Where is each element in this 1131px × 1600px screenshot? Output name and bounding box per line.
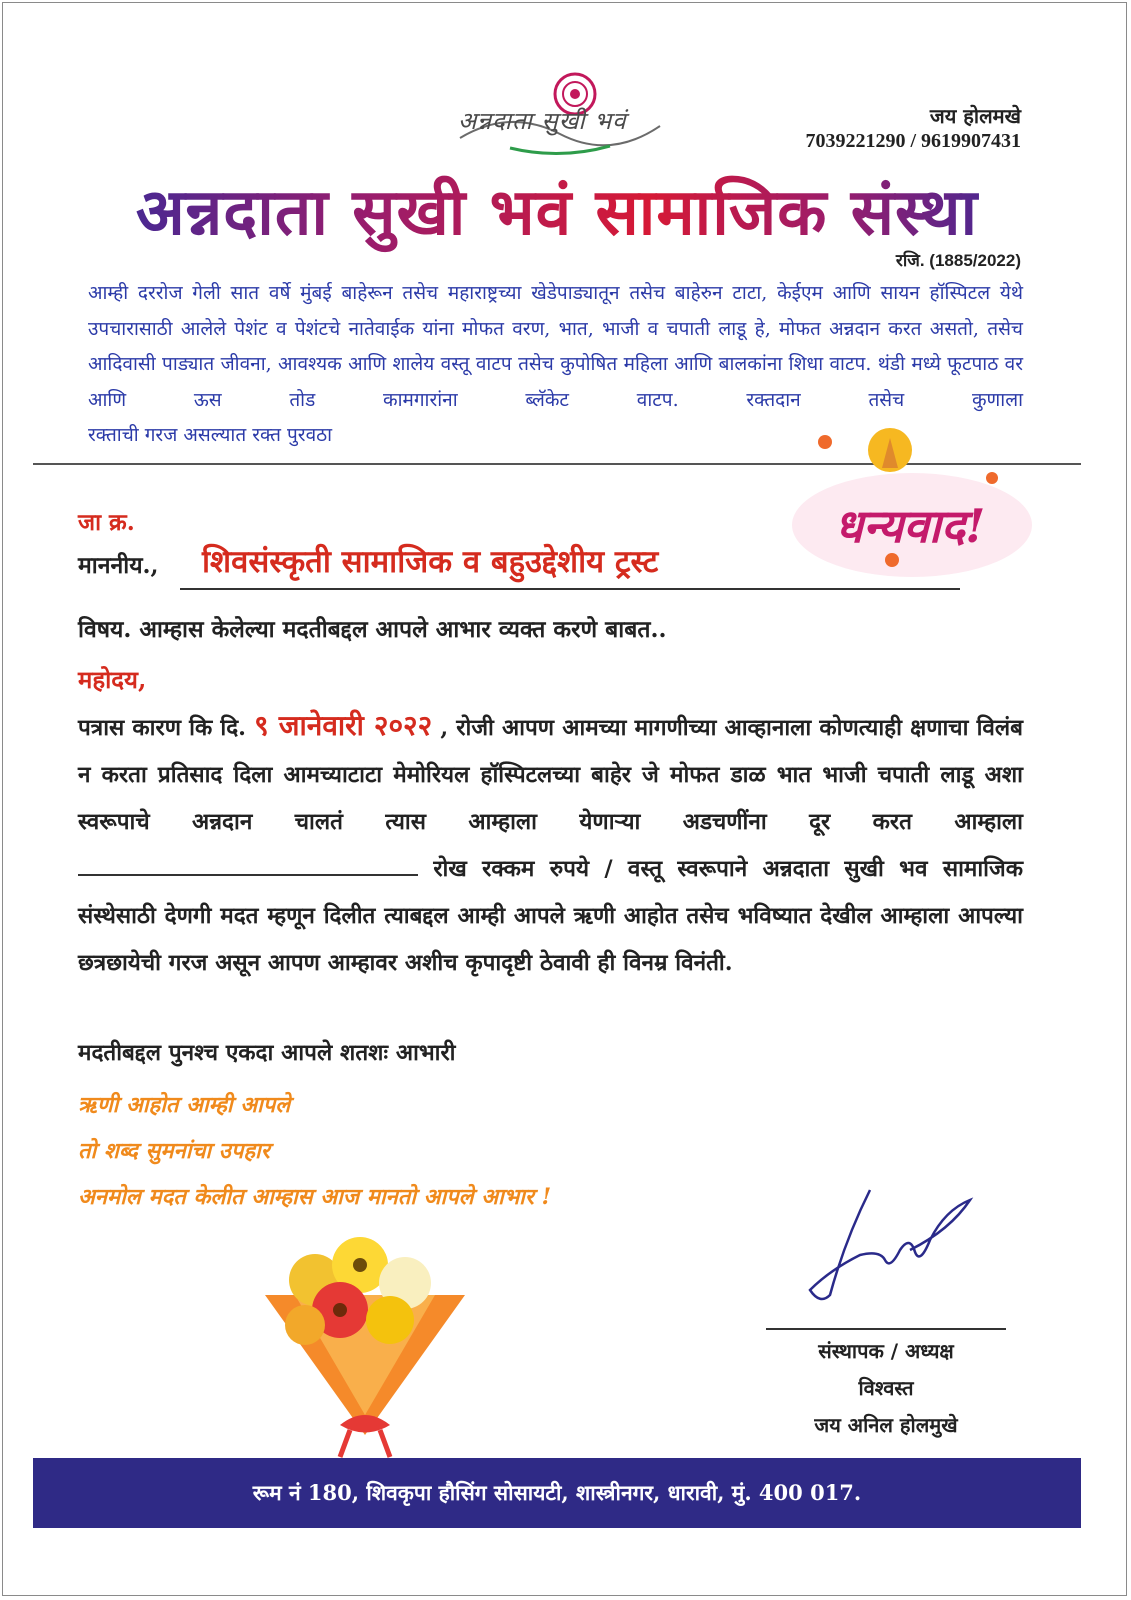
contact-name: जय होलमखे: [929, 104, 1021, 128]
letter-date: ९ जानेवारी २०२२: [254, 709, 433, 742]
letter-body: [78, 702, 1023, 987]
bouquet-image: [245, 1225, 485, 1460]
signatory-role: संस्थापक / अध्यक्ष: [818, 1339, 954, 1363]
logo-text: अन्नदाता सुखी भवं: [458, 107, 627, 135]
signatory-trustee: विश्वस्त: [858, 1376, 914, 1400]
thanks-stamp: [780, 420, 1040, 590]
signatory-block: [766, 1333, 1006, 1444]
poem: [78, 1082, 551, 1220]
signature-image: [800, 1180, 980, 1310]
amount-blank: [78, 854, 418, 876]
body-part-2: , रोजी आपण आमच्या मागणीच्या आव्हानाला कोणत्याही क्षणाचा विलंब न करता प्रतिसाद दिला आमच्याटाटा मेमोरियल हॉस्पिटलच्या बाहेर जे मोफत डाळ भात भाजी चपाती लाडू अशा स्वरूपाचे अन्नदान चालतं त्यास आम्हाला येणाऱ्या अडचणींना दूर करत आम्हाला: [78, 715, 1024, 835]
contact-phones: 7039221290 / 9619907431: [805, 130, 1021, 152]
thanks-stamp-graphic: [780, 420, 1040, 590]
organization-title: अन्नदाता सुखी भवं सामाजिक संस्था: [92, 170, 1022, 256]
bouquet-graphic: [245, 1225, 485, 1460]
letter-subject: विषय. आम्हास केलेल्या मदतीबद्दल आपले आभार व्यक्त करणे बाबत..: [78, 616, 667, 643]
addressee-name: शिवसंस्कृती सामाजिक व बहुउद्देशीय ट्रस्ट: [202, 544, 659, 580]
addressee-underline: [180, 588, 960, 590]
organization-logo: [450, 68, 670, 163]
salutation: महोदय,: [78, 665, 147, 694]
signatory-name: जय अनिल होलमुखे: [814, 1413, 958, 1437]
closing-line: मदतीबद्दल पुनश्च एकदा आपले शतशः आभारी: [78, 1040, 456, 1066]
poem-line-3: अनमोल मदत केलीत आम्हास आज मानतो आपले आभार !: [78, 1184, 552, 1210]
signature-graphic: [800, 1180, 980, 1310]
addressee-label: माननीय.,: [78, 552, 159, 579]
body-part-3: रोख रक्कम रुपये / वस्तू स्वरूपाने अन्नदाता सुखी भव सामाजिक संस्थेसाठी देणगी मदत म्हणून दिलीत त्याबद्दल आम्ही आपले ऋणी आहोत तसेच भविष्यात देखील आम्हाला आपल्या छत्रछायेची गरज असून आपण आम्हावर अशीच कृपादृष्टी ठेवावी ही विनम्र विनंती.: [78, 856, 1023, 976]
intro-last-line: रक्ताची गरज असल्यात रक्त पुरवठा: [88, 424, 333, 446]
intro-text: आम्ही दररोज गेली सात वर्षे मुंबई बाहेरून तसेच महाराष्ट्रच्या खेडेपाड्यातून तसेच बाहेरुन टाटा, केईएम आणि सायन हॉस्पिटल येथे उपचारासाठी आलेले पेशंट व पेशंटचे नातेवाईक यांना मोफत वरण, भात, भाजी व चपाती लाडू हे, मोफत अन्नदान करत असतो, तसेच आदिवासी पाड्यात जीवना, आवश्यक आणि शालेय वस्तू वाटप तसेच कुपोषित महिला आणि बालकांना शिधा वाटप. थंडी मध्ये फूटपाठ वर आणि ऊस तोड कामगारांना ब्लॅकेट वाटप. रक्तदान तसेच कुणाला: [88, 282, 1023, 411]
signature-line: [766, 1328, 1006, 1330]
poem-line-2: तो शब्द सुमनांचा उपहार: [78, 1138, 270, 1164]
footer-address-bar: [33, 1458, 1081, 1528]
contact-block: [805, 104, 1021, 154]
body-part-1: पत्रास कारण कि दि.: [78, 715, 246, 741]
footer-address: रूम नं 180, शिवकृपा हौसिंग सोसायटी, शास्त्रीनगर, धारावी, मुं. 400 017.: [252, 1480, 862, 1505]
poem-line-1: ऋणी आहोत आम्ही आपले: [78, 1092, 291, 1118]
reference-label: जा क्र.: [78, 509, 135, 536]
registration-number: रजि. (1885/2022): [895, 251, 1021, 270]
thanks-stamp-text: धन्यवाद!: [834, 499, 986, 553]
